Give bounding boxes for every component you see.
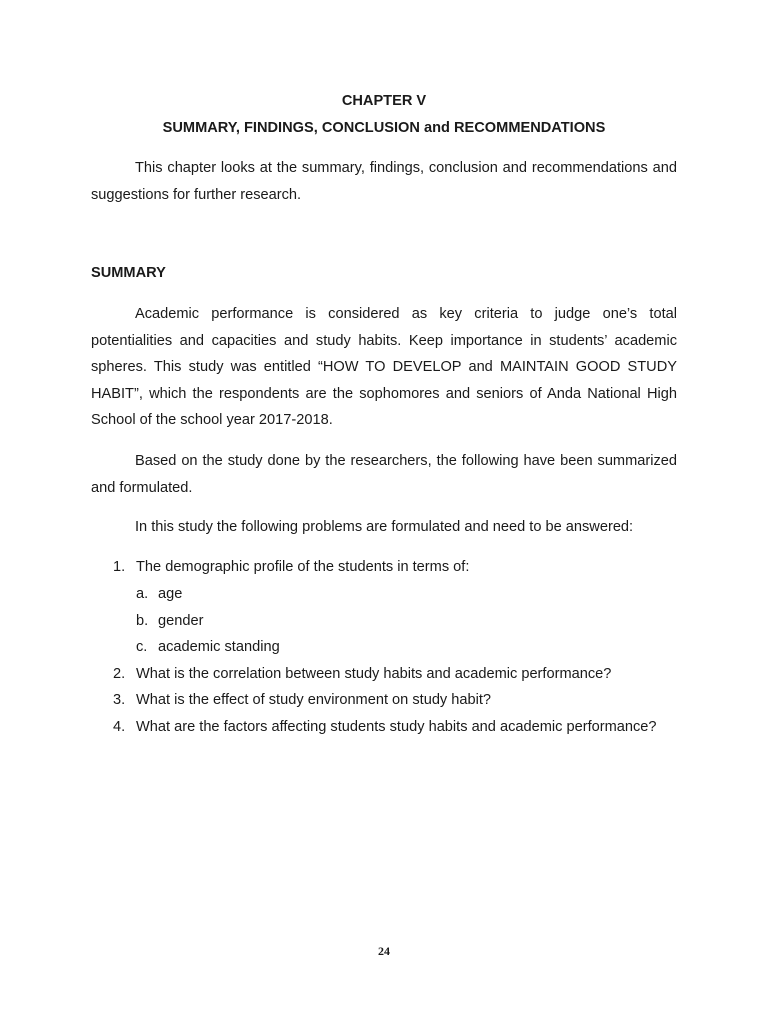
summary-paragraph-3: In this study the following problems are formulated and need to be answered: bbox=[135, 519, 634, 535]
sub-list-letter: a. bbox=[136, 586, 149, 602]
sub-list-text: academic standing bbox=[158, 639, 280, 655]
list-text: What is the correlation between study habits and academic performance? bbox=[136, 666, 612, 682]
list-text: What is the effect of study environment on study habit? bbox=[136, 692, 492, 708]
list-number: 3. bbox=[113, 692, 126, 708]
list-number: 1. bbox=[113, 559, 126, 575]
intro-paragraph: This chapter looks at the summary, findings, conclusion and recommendations and suggestions for further research. bbox=[91, 160, 677, 203]
chapter-title: SUMMARY, FINDINGS, CONCLUSION and RECOMMENDATIONS bbox=[162, 120, 606, 136]
summary-heading: SUMMARY bbox=[91, 265, 166, 281]
sub-list-letter: c. bbox=[136, 639, 148, 655]
sub-list-text: gender bbox=[158, 613, 204, 629]
chapter-label: CHAPTER V bbox=[341, 93, 427, 109]
list-number: 2. bbox=[113, 666, 126, 682]
sub-list-text: age bbox=[158, 586, 183, 602]
list-text: The demographic profile of the students in terms of: bbox=[136, 559, 470, 575]
sub-list-letter: b. bbox=[136, 613, 149, 629]
page-number: 24 bbox=[378, 944, 390, 958]
summary-paragraph-1: Academic performance is considered as key criteria to judge one’s total potentialities and capacities and study habits. Keep importance in students’ academic spheres. This study was entitled “HOW TO DEVELOP and MAINTAIN GOOD STUDY HABIT”, which the respondents are the sophomores and seniors of Anda National High School of the school year 2017-2018. bbox=[91, 306, 677, 428]
list-text: What are the factors affecting students study habits and academic performance? bbox=[136, 719, 657, 735]
summary-paragraph-2: Based on the study done by the researchers, the following have been summarized and formulated. bbox=[91, 453, 677, 496]
list-number: 4. bbox=[113, 719, 126, 735]
